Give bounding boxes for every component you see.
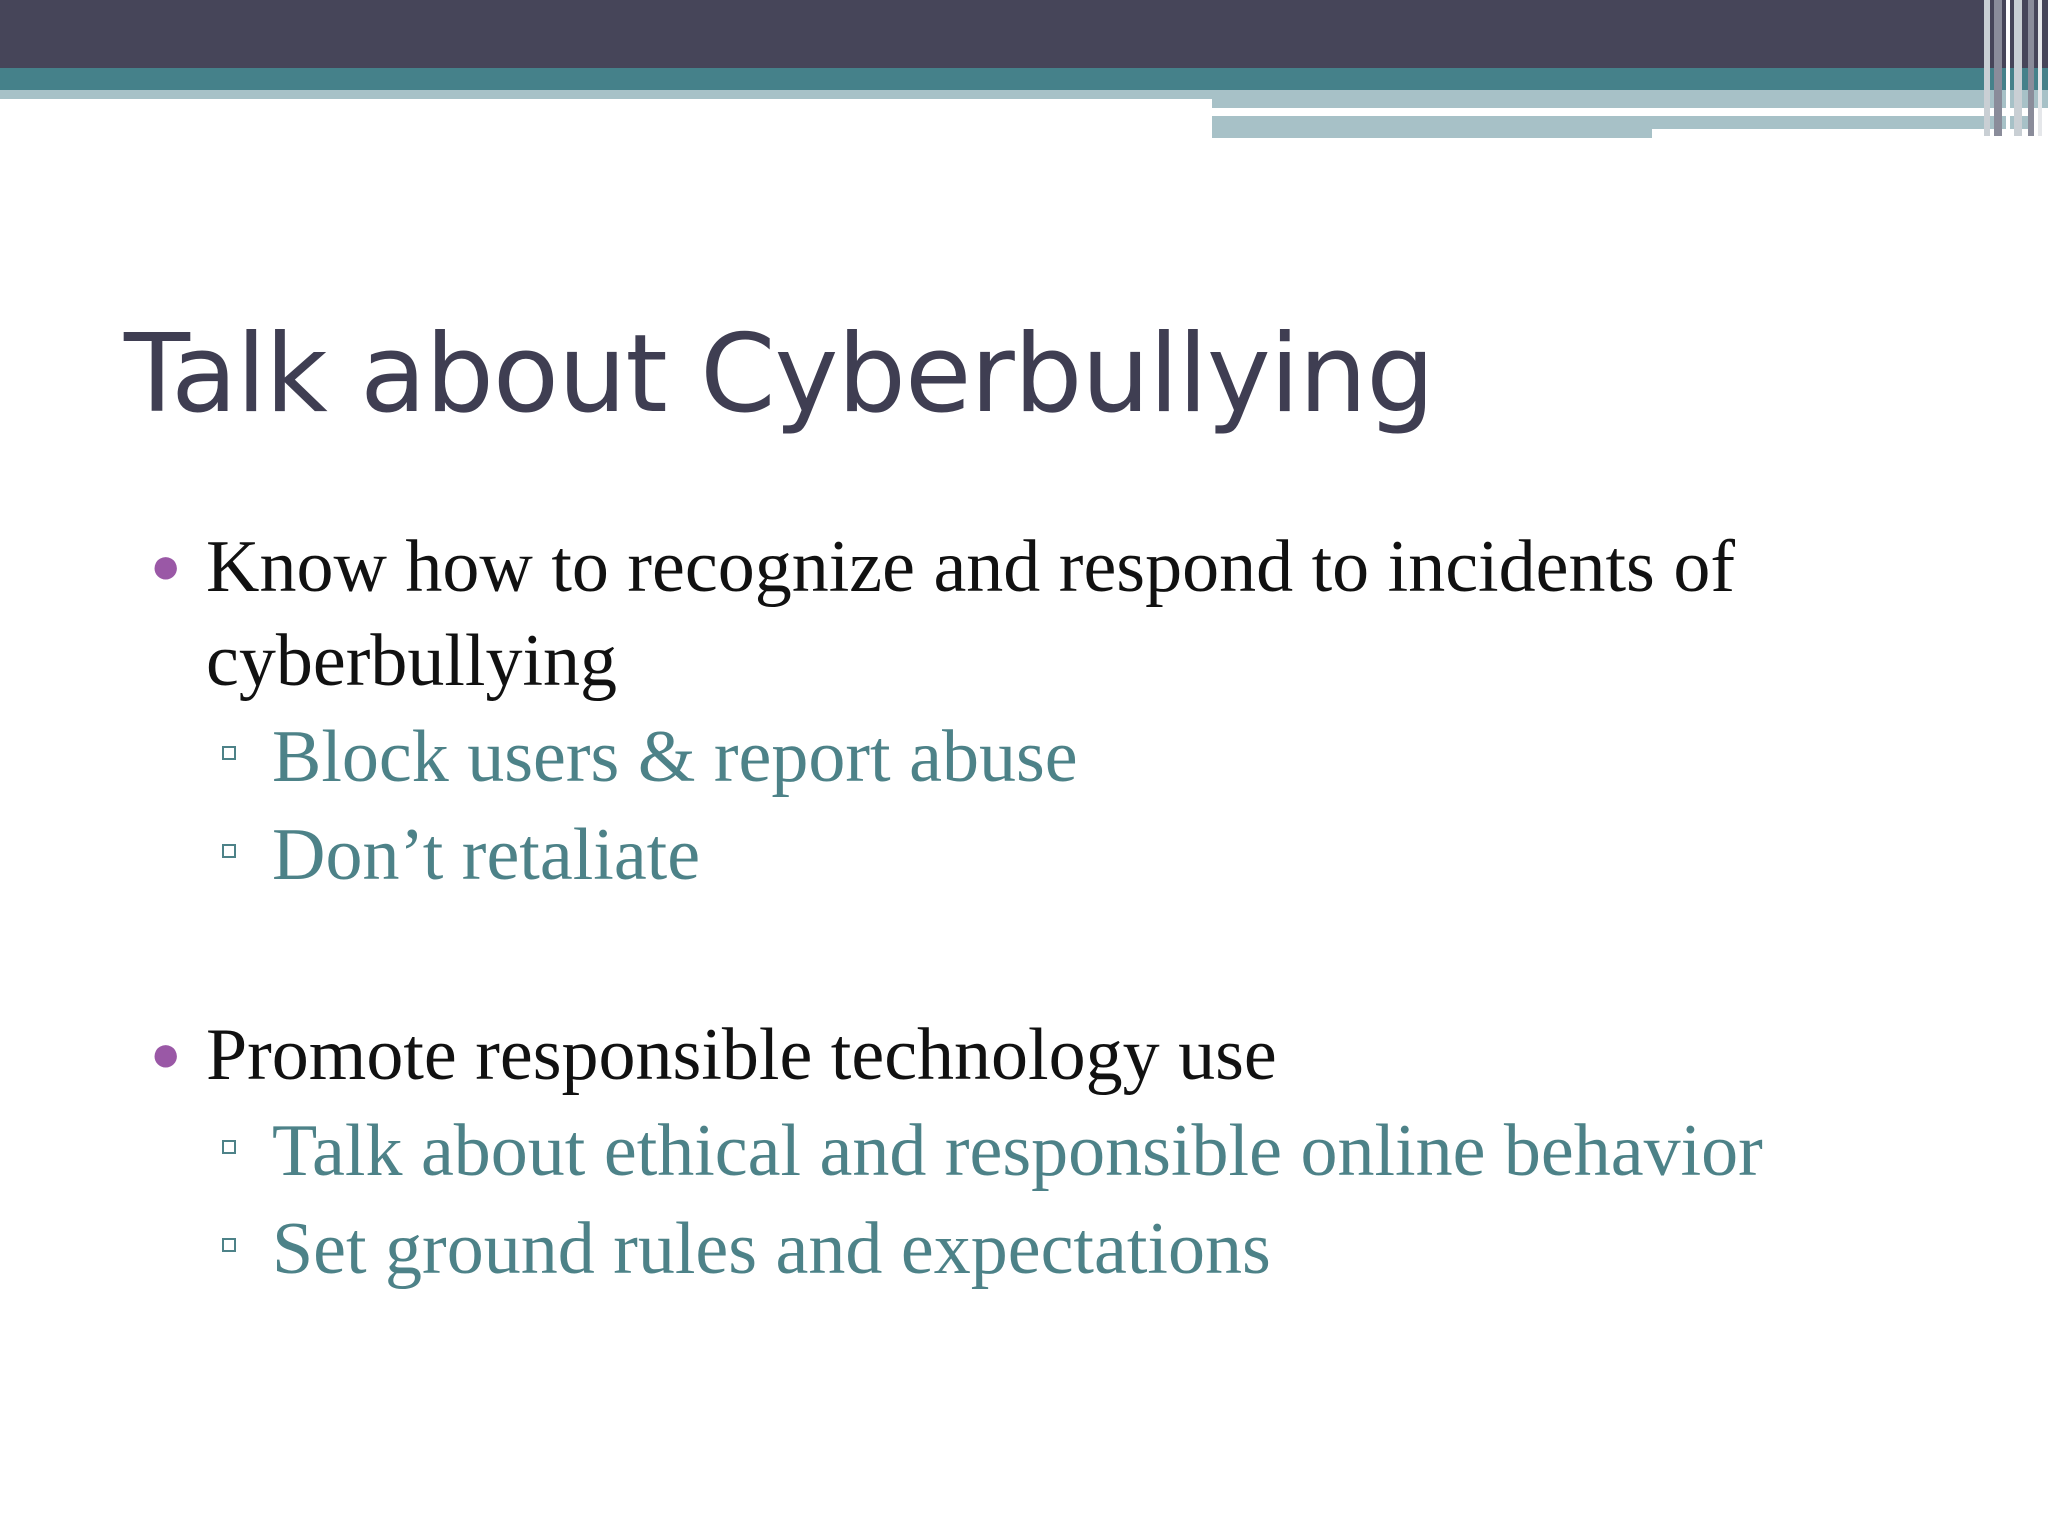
sub-bullet-item [150,1102,2030,1200]
slide-title: Talk about Cyberbullying [124,312,1434,437]
bullet-text: Promote responsible technology use [206,1014,1277,1096]
bullet-item [150,1008,2030,1102]
corner-stripe [2014,0,2022,136]
corner-stripe [2028,0,2034,136]
corner-stripe [1984,0,1990,136]
bullet-item [150,520,2030,708]
round-bullet-icon: ● [150,538,182,595]
sub-bullet-text: Block users & report abuse [272,716,1078,798]
sub-bullet-text: Talk about ethical and responsible online behavior [272,1110,1763,1192]
corner-stripe [1994,0,2002,136]
corner-stripe [2006,0,2010,136]
sub-bullet-item [150,1200,2030,1298]
header-band-light-right-tail [1652,116,2032,129]
square-bullet-icon [222,1238,236,1252]
square-bullet-icon [222,746,236,760]
round-bullet-icon: ● [150,1026,182,1083]
header-band-light-right-lower [1212,116,1652,138]
section-spacer [150,904,2030,1008]
square-bullet-icon [222,1140,236,1154]
header-band-light-right [1212,90,2048,108]
sub-bullet-text: Set ground rules and expectations [272,1208,1271,1290]
slide-body [150,520,2030,1298]
bullet-text: Know how to recognize and respond to incidents of cyberbullying [206,526,1735,702]
sub-bullet-text: Don’t retaliate [272,814,701,896]
header-band-teal [0,68,2048,90]
header-band-light [0,90,1212,99]
header-band-dark [0,0,2048,68]
square-bullet-icon [222,844,236,858]
corner-stripe [2038,0,2042,136]
sub-bullet-item [150,806,2030,904]
sub-bullet-item [150,708,2030,806]
